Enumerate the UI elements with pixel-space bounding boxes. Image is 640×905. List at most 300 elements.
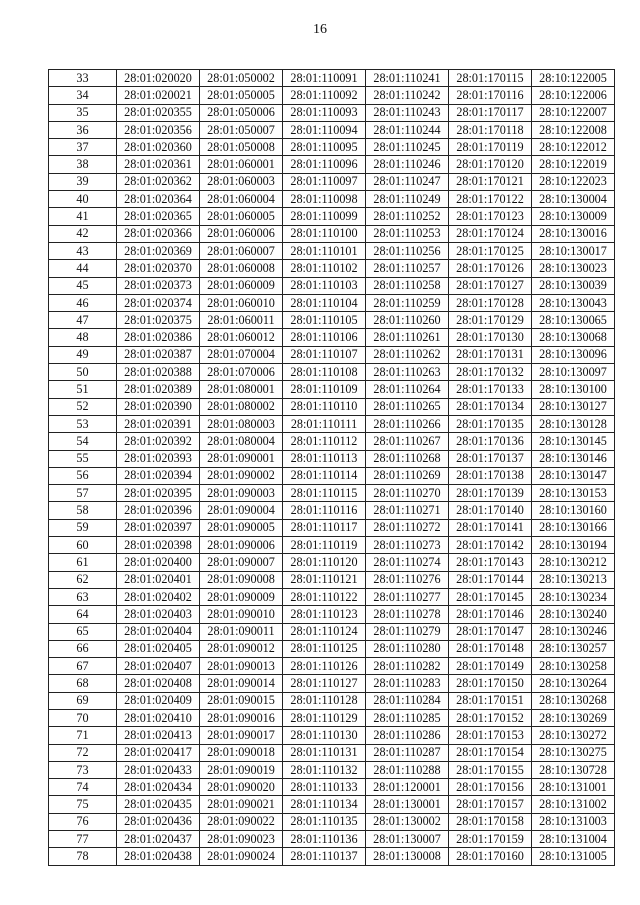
- cadastral-number-cell: 28:01:110270: [366, 485, 449, 502]
- table-row: [49, 87, 615, 104]
- table-row: [49, 433, 615, 450]
- table-row: [49, 329, 615, 346]
- cadastral-number-cell: 28:01:020362: [117, 173, 200, 190]
- cadastral-number-cell: 28:01:170126: [449, 260, 532, 277]
- cadastral-number-cell: 28:10:130268: [532, 692, 615, 709]
- cadastral-number-cell: 28:10:130147: [532, 467, 615, 484]
- table-row: [49, 709, 615, 726]
- cadastral-number-cell: 28:01:020386: [117, 329, 200, 346]
- cadastral-number-cell: 28:01:020407: [117, 658, 200, 675]
- cadastral-number-cell: 28:01:170125: [449, 242, 532, 259]
- table-row: [49, 104, 615, 121]
- cadastral-number-cell: 28:01:110262: [366, 346, 449, 363]
- cadastral-number-cell: 28:01:170137: [449, 450, 532, 467]
- cadastral-number-cell: 28:01:110288: [366, 761, 449, 778]
- cadastral-number-cell: 28:01:020434: [117, 779, 200, 796]
- cadastral-number-cell: 28:01:110242: [366, 87, 449, 104]
- table-row: [49, 208, 615, 225]
- cadastral-number-cell: 28:10:131003: [532, 813, 615, 830]
- cadastral-number-cell: 28:01:060007: [200, 242, 283, 259]
- cadastral-number-cell: 28:01:020396: [117, 502, 200, 519]
- cadastral-number-cell: 28:01:110115: [283, 485, 366, 502]
- cadastral-number-cell: 28:01:050005: [200, 87, 283, 104]
- cadastral-number-cell: 28:10:130166: [532, 519, 615, 536]
- cadastral-number-cell: 28:01:020417: [117, 744, 200, 761]
- cadastral-number-cell: 28:01:090021: [200, 796, 283, 813]
- cadastral-number-cell: 28:01:020370: [117, 260, 200, 277]
- row-number-cell: 63: [49, 588, 117, 605]
- cadastral-number-cell: 28:01:110101: [283, 242, 366, 259]
- cadastral-number-cell: 28:10:130039: [532, 277, 615, 294]
- table-row: [49, 398, 615, 415]
- cadastral-number-cell: 28:01:110244: [366, 121, 449, 138]
- cadastral-number-cell: 28:01:020404: [117, 623, 200, 640]
- cadastral-number-cell: 28:01:170123: [449, 208, 532, 225]
- cadastral-number-cell: 28:10:130269: [532, 709, 615, 726]
- row-number-cell: 38: [49, 156, 117, 173]
- table-row: [49, 831, 615, 848]
- cadastral-number-cell: 28:01:110284: [366, 692, 449, 709]
- row-number-cell: 67: [49, 658, 117, 675]
- row-number-cell: 74: [49, 779, 117, 796]
- cadastral-number-cell: 28:01:050006: [200, 104, 283, 121]
- cadastral-number-cell: 28:01:170144: [449, 571, 532, 588]
- cadastral-number-cell: 28:10:130096: [532, 346, 615, 363]
- cadastral-number-cell: 28:01:170135: [449, 415, 532, 432]
- cadastral-number-cell: 28:01:090007: [200, 554, 283, 571]
- cadastral-number-cell: 28:10:130275: [532, 744, 615, 761]
- table-row: [49, 294, 615, 311]
- cadastral-number-cell: 28:01:110109: [283, 381, 366, 398]
- row-number-cell: 75: [49, 796, 117, 813]
- cadastral-number-cell: 28:10:130264: [532, 675, 615, 692]
- cadastral-number-cell: 28:01:110243: [366, 104, 449, 121]
- cadastral-number-cell: 28:01:020392: [117, 433, 200, 450]
- cadastral-number-cell: 28:01:090010: [200, 606, 283, 623]
- cadastral-number-cell: 28:01:110287: [366, 744, 449, 761]
- cadastral-number-cell: 28:10:130246: [532, 623, 615, 640]
- cadastral-number-cell: 28:10:122006: [532, 87, 615, 104]
- cadastral-number-cell: 28:01:110137: [283, 848, 366, 865]
- cadastral-number-cell: 28:10:130068: [532, 329, 615, 346]
- table-row: [49, 225, 615, 242]
- cadastral-number-cell: 28:01:110111: [283, 415, 366, 432]
- row-number-cell: 58: [49, 502, 117, 519]
- table-row: [49, 606, 615, 623]
- table-row: [49, 692, 615, 709]
- cadastral-number-cell: 28:01:170138: [449, 467, 532, 484]
- cadastral-number-cell: 28:01:110279: [366, 623, 449, 640]
- cadastral-number-cell: 28:01:170127: [449, 277, 532, 294]
- table-row: [49, 346, 615, 363]
- cadastral-number-cell: 28:01:110259: [366, 294, 449, 311]
- cadastral-number-cell: 28:01:060004: [200, 191, 283, 208]
- cadastral-number-cell: 28:01:110098: [283, 191, 366, 208]
- cadastral-number-cell: 28:10:130194: [532, 537, 615, 554]
- cadastral-number-cell: 28:10:131005: [532, 848, 615, 865]
- row-number-cell: 53: [49, 415, 117, 432]
- cadastral-number-cell: 28:01:060009: [200, 277, 283, 294]
- cadastral-number-cell: 28:01:170118: [449, 121, 532, 138]
- cadastral-number-cell: 28:10:130258: [532, 658, 615, 675]
- cadastral-number-cell: 28:01:110271: [366, 502, 449, 519]
- cadastral-number-cell: 28:01:020369: [117, 242, 200, 259]
- cadastral-number-cell: 28:01:090020: [200, 779, 283, 796]
- row-number-cell: 65: [49, 623, 117, 640]
- cadastral-number-cell: 28:01:110108: [283, 364, 366, 381]
- cadastral-number-cell: 28:10:130017: [532, 242, 615, 259]
- row-number-cell: 52: [49, 398, 117, 415]
- cadastral-number-cell: 28:01:020355: [117, 104, 200, 121]
- cadastral-number-cell: 28:01:060008: [200, 260, 283, 277]
- cadastral-number-cell: 28:10:130023: [532, 260, 615, 277]
- cadastral-number-cell: 28:01:020403: [117, 606, 200, 623]
- cadastral-number-cell: 28:10:131004: [532, 831, 615, 848]
- cadastral-number-cell: 28:01:110252: [366, 208, 449, 225]
- cadastral-number-cell: 28:01:110277: [366, 588, 449, 605]
- cadastral-number-cell: 28:01:020390: [117, 398, 200, 415]
- cadastral-number-cell: 28:01:170122: [449, 191, 532, 208]
- cadastral-number-cell: 28:01:110107: [283, 346, 366, 363]
- cadastral-number-cell: 28:01:090001: [200, 450, 283, 467]
- cadastral-number-cell: 28:10:130153: [532, 485, 615, 502]
- table-row: [49, 727, 615, 744]
- row-number-cell: 48: [49, 329, 117, 346]
- table-row: [49, 381, 615, 398]
- row-number-cell: 44: [49, 260, 117, 277]
- cadastral-number-cell: 28:01:170134: [449, 398, 532, 415]
- cadastral-number-cell: 28:01:080004: [200, 433, 283, 450]
- cadastral-number-cell: 28:01:170132: [449, 364, 532, 381]
- cadastral-number-cell: 28:01:170152: [449, 709, 532, 726]
- cadastral-number-cell: 28:01:170143: [449, 554, 532, 571]
- cadastral-number-cell: 28:01:170141: [449, 519, 532, 536]
- row-number-cell: 76: [49, 813, 117, 830]
- cadastral-number-cell: 28:01:170146: [449, 606, 532, 623]
- cadastral-number-cell: 28:01:170157: [449, 796, 532, 813]
- cadastral-number-cell: 28:01:170115: [449, 70, 532, 87]
- cadastral-number-cell: 28:01:110110: [283, 398, 366, 415]
- cadastral-number-cell: 28:01:020408: [117, 675, 200, 692]
- cadastral-number-cell: 28:10:130128: [532, 415, 615, 432]
- row-number-cell: 55: [49, 450, 117, 467]
- row-number-cell: 59: [49, 519, 117, 536]
- cadastral-number-cell: 28:01:170148: [449, 640, 532, 657]
- cadastral-number-cell: 28:01:110132: [283, 761, 366, 778]
- cadastral-number-cell: 28:10:130043: [532, 294, 615, 311]
- cadastral-number-cell: 28:01:110106: [283, 329, 366, 346]
- cadastral-number-cell: 28:01:020395: [117, 485, 200, 502]
- cadastral-number-cell: 28:01:170136: [449, 433, 532, 450]
- cadastral-number-cell: 28:01:020398: [117, 537, 200, 554]
- cadastral-number-cell: 28:01:090022: [200, 813, 283, 830]
- table-row: [49, 312, 615, 329]
- cadastral-number-cell: 28:01:170130: [449, 329, 532, 346]
- cadastral-number-cell: 28:01:170149: [449, 658, 532, 675]
- table-row: [49, 744, 615, 761]
- cadastral-number-cell: 28:01:020366: [117, 225, 200, 242]
- cadastral-number-cell: 28:10:122012: [532, 139, 615, 156]
- cadastral-number-cell: 28:01:170142: [449, 537, 532, 554]
- cadastral-number-cell: 28:10:131002: [532, 796, 615, 813]
- row-number-cell: 40: [49, 191, 117, 208]
- cadastral-number-cell: 28:01:110282: [366, 658, 449, 675]
- cadastral-number-cell: 28:01:090006: [200, 537, 283, 554]
- cadastral-number-cell: 28:01:020364: [117, 191, 200, 208]
- cadastral-number-cell: 28:01:170154: [449, 744, 532, 761]
- cadastral-number-cell: 28:10:122007: [532, 104, 615, 121]
- cadastral-number-cell: 28:10:130016: [532, 225, 615, 242]
- cadastral-number-cell: 28:01:020391: [117, 415, 200, 432]
- cadastral-number-cell: 28:10:130160: [532, 502, 615, 519]
- cadastral-number-cell: 28:01:110135: [283, 813, 366, 830]
- row-number-cell: 78: [49, 848, 117, 865]
- cadastral-number-cell: 28:01:080002: [200, 398, 283, 415]
- cadastral-number-cell: 28:01:120001: [366, 779, 449, 796]
- table-row: [49, 260, 615, 277]
- cadastral-number-cell: 28:01:090017: [200, 727, 283, 744]
- row-number-cell: 34: [49, 87, 117, 104]
- cadastral-number-cell: 28:10:122005: [532, 70, 615, 87]
- table-row: [49, 675, 615, 692]
- row-number-cell: 71: [49, 727, 117, 744]
- row-number-cell: 50: [49, 364, 117, 381]
- cadastral-number-cell: 28:01:090023: [200, 831, 283, 848]
- cadastral-number-cell: 28:01:020020: [117, 70, 200, 87]
- cadastral-number-cell: 28:01:170124: [449, 225, 532, 242]
- row-number-cell: 61: [49, 554, 117, 571]
- cadastral-number-cell: 28:01:020393: [117, 450, 200, 467]
- cadastral-number-cell: 28:01:020388: [117, 364, 200, 381]
- cadastral-number-cell: 28:01:110133: [283, 779, 366, 796]
- cadastral-number-cell: 28:01:090011: [200, 623, 283, 640]
- cadastral-number-cell: 28:01:110268: [366, 450, 449, 467]
- cadastral-number-cell: 28:01:170159: [449, 831, 532, 848]
- cadastral-number-cell: 28:10:130145: [532, 433, 615, 450]
- cadastral-number-cell: 28:01:020374: [117, 294, 200, 311]
- cadastral-number-cell: 28:01:110126: [283, 658, 366, 675]
- cadastral-number-cell: 28:01:110125: [283, 640, 366, 657]
- cadastral-number-cell: 28:01:110265: [366, 398, 449, 415]
- cadastral-number-cell: 28:01:170145: [449, 588, 532, 605]
- cadastral-number-cell: 28:01:090002: [200, 467, 283, 484]
- cadastral-number-cell: 28:01:020361: [117, 156, 200, 173]
- cadastral-number-cell: 28:01:110278: [366, 606, 449, 623]
- cadastral-number-cell: 28:01:110272: [366, 519, 449, 536]
- cadastral-number-cell: 28:10:130212: [532, 554, 615, 571]
- table-row: [49, 485, 615, 502]
- cadastral-number-cell: 28:01:110100: [283, 225, 366, 242]
- cadastral-number-cell: 28:01:110093: [283, 104, 366, 121]
- cadastral-number-cell: 28:01:170140: [449, 502, 532, 519]
- cadastral-number-cell: 28:01:020438: [117, 848, 200, 865]
- cadastral-number-cell: 28:01:110113: [283, 450, 366, 467]
- row-number-cell: 39: [49, 173, 117, 190]
- table-row: [49, 571, 615, 588]
- cadastral-number-cell: 28:01:110257: [366, 260, 449, 277]
- cadastral-number-cell: 28:01:110128: [283, 692, 366, 709]
- cadastral-number-cell: 28:10:122023: [532, 173, 615, 190]
- table-row: [49, 173, 615, 190]
- table-row: [49, 502, 615, 519]
- row-number-cell: 33: [49, 70, 117, 87]
- row-number-cell: 66: [49, 640, 117, 657]
- row-number-cell: 69: [49, 692, 117, 709]
- table-row: [49, 848, 615, 865]
- cadastral-number-cell: 28:01:130008: [366, 848, 449, 865]
- cadastral-number-cell: 28:01:060010: [200, 294, 283, 311]
- cadastral-number-cell: 28:01:170120: [449, 156, 532, 173]
- cadastral-number-cell: 28:01:110102: [283, 260, 366, 277]
- cadastral-number-cell: 28:01:020436: [117, 813, 200, 830]
- cadastral-number-cell: 28:01:110114: [283, 467, 366, 484]
- cadastral-number-cell: 28:01:170131: [449, 346, 532, 363]
- cadastral-number-cell: 28:01:020400: [117, 554, 200, 571]
- cadastral-number-cell: 28:01:170128: [449, 294, 532, 311]
- cadastral-number-cell: 28:01:060001: [200, 156, 283, 173]
- cadastral-number-cell: 28:10:130146: [532, 450, 615, 467]
- row-number-cell: 54: [49, 433, 117, 450]
- row-number-cell: 46: [49, 294, 117, 311]
- cadastral-number-cell: 28:01:090018: [200, 744, 283, 761]
- cadastral-number-cell: 28:01:110256: [366, 242, 449, 259]
- cadastral-number-cell: 28:01:060003: [200, 173, 283, 190]
- cadastral-number-cell: 28:01:020410: [117, 709, 200, 726]
- cadastral-number-cell: 28:01:110104: [283, 294, 366, 311]
- table-row: [49, 554, 615, 571]
- cadastral-number-cell: 28:01:020356: [117, 121, 200, 138]
- cadastral-number-cell: 28:01:110247: [366, 173, 449, 190]
- row-number-cell: 57: [49, 485, 117, 502]
- table-row: [49, 537, 615, 554]
- cadastral-number-cell: 28:01:110274: [366, 554, 449, 571]
- cadastral-number-cell: 28:10:130272: [532, 727, 615, 744]
- cadastral-number-cell: 28:01:170151: [449, 692, 532, 709]
- cadastral-number-cell: 28:01:020394: [117, 467, 200, 484]
- cadastral-number-cell: 28:10:130097: [532, 364, 615, 381]
- cadastral-number-cell: 28:01:110121: [283, 571, 366, 588]
- cadastral-number-cell: 28:01:090014: [200, 675, 283, 692]
- row-number-cell: 60: [49, 537, 117, 554]
- cadastral-number-cell: 28:01:170150: [449, 675, 532, 692]
- cadastral-number-cell: 28:01:110253: [366, 225, 449, 242]
- cadastral-number-cell: 28:01:170139: [449, 485, 532, 502]
- row-number-cell: 77: [49, 831, 117, 848]
- cadastral-number-cell: 28:01:110091: [283, 70, 366, 87]
- row-number-cell: 47: [49, 312, 117, 329]
- row-number-cell: 45: [49, 277, 117, 294]
- table-row: [49, 70, 615, 87]
- cadastral-number-cell: 28:01:020389: [117, 381, 200, 398]
- cadastral-number-cell: 28:01:110120: [283, 554, 366, 571]
- cadastral-number-cell: 28:01:110276: [366, 571, 449, 588]
- cadastral-number-cell: 28:01:130002: [366, 813, 449, 830]
- cadastral-number-cell: 28:01:110119: [283, 537, 366, 554]
- cadastral-number-cell: 28:01:110286: [366, 727, 449, 744]
- table-row: [49, 415, 615, 432]
- cadastral-number-cell: 28:01:060012: [200, 329, 283, 346]
- table-row: [49, 242, 615, 259]
- cadastral-number-cell: 28:01:170133: [449, 381, 532, 398]
- cadastral-number-cell: 28:01:110097: [283, 173, 366, 190]
- cadastral-number-cell: 28:01:110123: [283, 606, 366, 623]
- cadastral-number-cell: 28:10:130213: [532, 571, 615, 588]
- cadastral-number-cell: 28:01:110092: [283, 87, 366, 104]
- row-number-cell: 51: [49, 381, 117, 398]
- cadastral-number-cell: 28:10:130065: [532, 312, 615, 329]
- cadastral-number-cell: 28:01:020437: [117, 831, 200, 848]
- table-row: [49, 450, 615, 467]
- cadastral-number-cell: 28:01:110283: [366, 675, 449, 692]
- cadastral-number-cell: 28:01:110246: [366, 156, 449, 173]
- cadastral-number-cell: 28:01:020433: [117, 761, 200, 778]
- cadastral-number-cell: 28:01:170155: [449, 761, 532, 778]
- cadastral-number-cell: 28:01:020373: [117, 277, 200, 294]
- cadastral-number-cell: 28:01:020360: [117, 139, 200, 156]
- cadastral-number-cell: 28:01:090003: [200, 485, 283, 502]
- cadastral-number-cell: 28:10:131001: [532, 779, 615, 796]
- table-row: [49, 761, 615, 778]
- cadastral-number-cell: 28:01:060005: [200, 208, 283, 225]
- cadastral-number-cell: 28:01:110130: [283, 727, 366, 744]
- table-row: [49, 467, 615, 484]
- row-number-cell: 70: [49, 709, 117, 726]
- cadastral-number-cell: 28:01:110261: [366, 329, 449, 346]
- cadastral-number-cell: 28:01:110249: [366, 191, 449, 208]
- cadastral-number-cell: 28:01:110136: [283, 831, 366, 848]
- table-row: [49, 121, 615, 138]
- row-number-cell: 72: [49, 744, 117, 761]
- cadastral-number-cell: 28:01:020397: [117, 519, 200, 536]
- cadastral-number-cell: 28:01:090012: [200, 640, 283, 657]
- cadastral-number-cell: 28:01:110129: [283, 709, 366, 726]
- cadastral-number-cell: 28:01:110263: [366, 364, 449, 381]
- row-number-cell: 73: [49, 761, 117, 778]
- row-number-cell: 36: [49, 121, 117, 138]
- page-number: 16: [313, 22, 327, 37]
- cadastral-number-cell: 28:01:020409: [117, 692, 200, 709]
- cadastral-number-cell: 28:01:020365: [117, 208, 200, 225]
- cadastral-number-cell: 28:01:110273: [366, 537, 449, 554]
- cadastral-number-cell: 28:01:110245: [366, 139, 449, 156]
- row-number-cell: 64: [49, 606, 117, 623]
- cadastral-number-cell: 28:01:090019: [200, 761, 283, 778]
- row-number-cell: 56: [49, 467, 117, 484]
- cadastral-number-cell: 28:10:130728: [532, 761, 615, 778]
- cadastral-number-cell: 28:01:110266: [366, 415, 449, 432]
- cadastral-number-cell: 28:10:130257: [532, 640, 615, 657]
- table-row: [49, 779, 615, 796]
- cadastral-number-cell: 28:01:110260: [366, 312, 449, 329]
- cadastral-number-cell: 28:01:170129: [449, 312, 532, 329]
- cadastral-number-cell: 28:01:090009: [200, 588, 283, 605]
- table-row: [49, 623, 615, 640]
- cadastral-number-cell: 28:01:110241: [366, 70, 449, 87]
- cadastral-number-cell: 28:01:110096: [283, 156, 366, 173]
- table-body: [49, 70, 615, 866]
- cadastral-number-cell: 28:01:170160: [449, 848, 532, 865]
- cadastral-number-cell: 28:01:110131: [283, 744, 366, 761]
- cadastral-number-cell: 28:01:020402: [117, 588, 200, 605]
- cadastral-number-cell: 28:01:080001: [200, 381, 283, 398]
- cadastral-number-cell: 28:01:070004: [200, 346, 283, 363]
- cadastral-registry-table: [48, 69, 615, 866]
- cadastral-number-cell: 28:01:060006: [200, 225, 283, 242]
- cadastral-number-cell: 28:01:110285: [366, 709, 449, 726]
- table-row: [49, 640, 615, 657]
- cadastral-number-cell: 28:10:130004: [532, 191, 615, 208]
- cadastral-number-cell: 28:01:110269: [366, 467, 449, 484]
